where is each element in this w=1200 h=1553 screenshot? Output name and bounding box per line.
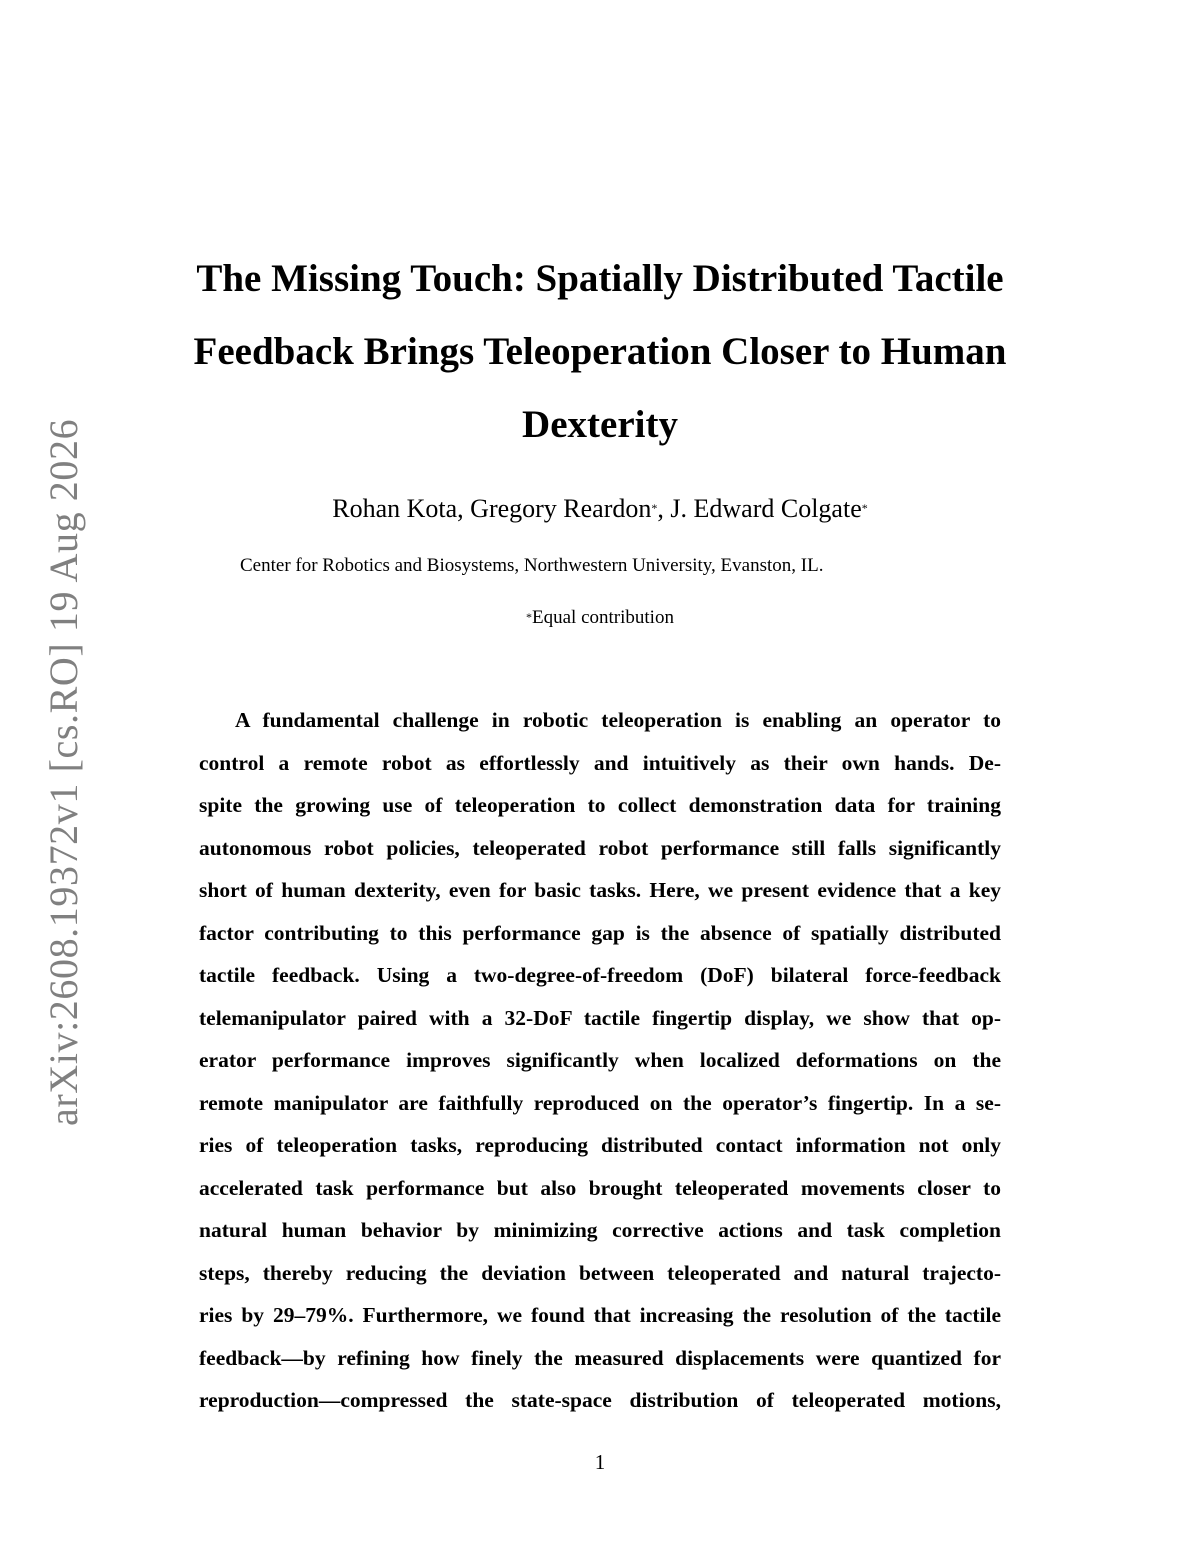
abstract-line: factor contributing to this performance gap is the absence of spatially distributed (199, 920, 1001, 945)
author-name: Rohan Kota (332, 494, 458, 523)
abstract-line: natural human behavior by minimizing corrective actions and task completion (199, 1218, 1001, 1242)
paper-title: The Missing Touch: Spatially Distributed Tactile Feedback Brings Teleoperation Closer to Human Dexterity (193, 257, 1007, 446)
equal-contribution-marker: * (651, 501, 658, 515)
arxiv-identifier-stamp: arXiv:2608.19372v1 [cs.RO] 19 Aug 2026 (41, 418, 86, 1126)
abstract-line: ries of teleoperation tasks, reproducing distributed contact information not only (199, 1133, 1001, 1157)
equal-contribution-marker: * (526, 610, 533, 624)
abstract-paragraph (199, 699, 1001, 1422)
abstract-line: tactile feedback. Using a two-degree-of-freedom (DoF) bilateral force-feedback (199, 963, 1001, 987)
abstract-line: erator performance improves significantly when localized deformations on the (199, 1048, 1001, 1072)
abstract-line: telemanipulator paired with a 32-DoF tactile fingertip display, we show that op- (199, 1005, 1001, 1030)
equal-contribution-marker: * (861, 501, 868, 515)
abstract-line: spite the growing use of teleoperation to collect demonstration data for training (199, 793, 1001, 817)
abstract-line: A fundamental challenge in robotic teleoperation is enabling an operator to (235, 708, 1001, 732)
abstract-line: feedback—by refining how finely the measured displacements were quantized for (199, 1345, 1001, 1370)
author-affiliation: Center for Robotics and Biosystems, Northwestern University, Evanston, IL. (240, 555, 824, 576)
abstract-line: steps, thereby reducing the deviation between teleoperated and natural trajecto- (199, 1260, 1001, 1285)
author-list: Rohan Kota, Gregory Reardon*, J. Edward Colgate* (332, 494, 868, 523)
abstract-line: control a remote robot as effortlessly and intuitively as their own hands. De- (199, 750, 1001, 775)
equal-contribution-note (150, 605, 1050, 631)
author-name: J. Edward Colgate (670, 494, 862, 523)
abstract-line: autonomous robot policies, teleoperated robot performance still falls significantly (199, 835, 1001, 860)
page-number: 1 (594, 1450, 606, 1474)
abstract-line: reproduction—compressed the state-space distribution of teleoperated motions, (199, 1388, 1001, 1412)
abstract-line: remote manipulator are faithfully reproduced on the operator’s fingertip. In a se- (199, 1090, 1001, 1115)
abstract-line: short of human dexterity, even for basic tasks. Here, we present evidence that a key (199, 878, 1001, 902)
abstract-line: ries by 29–79%. Furthermore, we found that increasing the resolution of the tactile (199, 1303, 1001, 1327)
author-name: Gregory Reardon (470, 494, 652, 523)
abstract-line: accelerated task performance but also brought teleoperated movements closer to (199, 1175, 1001, 1200)
equal-contribution-text: Equal contribution (532, 607, 674, 628)
